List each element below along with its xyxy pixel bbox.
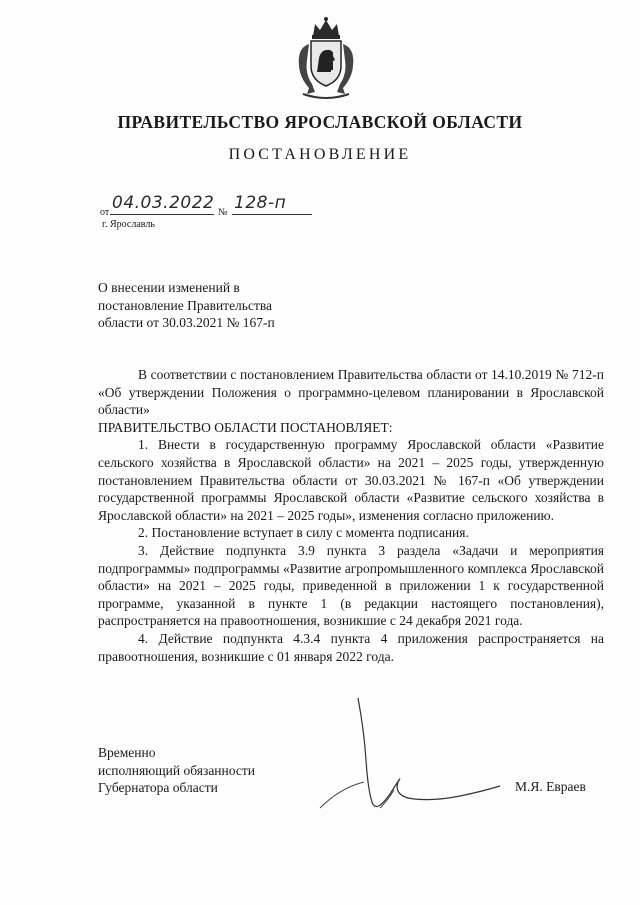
government-title: ПРАВИТЕЛЬСТВО ЯРОСЛАВСКОЙ ОБЛАСТИ (117, 112, 523, 132)
signatory-line: исполняющий обязанности (98, 762, 255, 778)
subject-line: области от 30.03.2021 № 167-п (98, 315, 275, 330)
document-body (98, 366, 604, 665)
resolves-heading: ПРАВИТЕЛЬСТВО ОБЛАСТИ ПОСТАНОВЛЯЕТ: (98, 419, 393, 435)
date-number-line (100, 193, 340, 221)
item-paragraph: 1. Внести в государственную программу Ярославской области «Развитие сельского хозяйства в Ярославской области» на 2021 – 2025 годы, утвержденную постановлением Правительства области от 30.03.2021 № 167-п «Об утверждении государственной программы Ярославской области «Развитие сельского хозяйства в Ярославской области» на 2021 – 2025 годы», изменения согласно приложению. (98, 437, 604, 523)
handwritten-signature (280, 690, 510, 820)
signatory-line: Губернатора области (98, 780, 218, 795)
number-label: № (218, 207, 228, 218)
signatory-line: Временно (98, 745, 156, 760)
preamble-paragraph: В соответствии с постановлением Правительства области от 14.10.2019 № 712-п «Об утверждении Положения о программно-целевом планировании в Ярославской области» (98, 367, 604, 418)
signatory-name: М.Я. Евраев (515, 779, 586, 794)
signatory-position (98, 744, 255, 797)
document-type: ПОСТАНОВЛЕНИЕ (228, 146, 412, 163)
subject-line: О внесении изменений в (98, 280, 240, 295)
item-paragraph: 3. Действие подпункта 3.9 пункта 3 раздела «Задачи и мероприятия подпрограммы» подпрограммы «Развитие агропромышленного комплекса Ярославской области» на 2021 – 2025 годы, приведенной в приложении 1 к государственной программе, указанной в пункте 1 (в редакции настоящего постановления), распространяется на правоотношения, возникшие с 24 декабря 2021 года. (98, 542, 604, 629)
number-underline (232, 214, 312, 215)
from-label: от (100, 207, 110, 218)
document-number: 128-п (234, 193, 287, 213)
document-subject (98, 279, 275, 332)
item-paragraph: 2. Постановление вступает в силу с момента подписания. (138, 525, 469, 541)
item-paragraph: 4. Действие подпункта 4.3.4 пункта 4 приложения распространяется на правоотношения, возникшие с 01 января 2022 года. (98, 630, 604, 664)
coat-of-arms-emblem (287, 14, 365, 104)
subject-line: постановление Правительства (98, 297, 273, 313)
document-city: г. Ярославль (102, 219, 155, 230)
document-date: 04.03.2022 (112, 193, 215, 213)
date-underline (110, 214, 214, 215)
